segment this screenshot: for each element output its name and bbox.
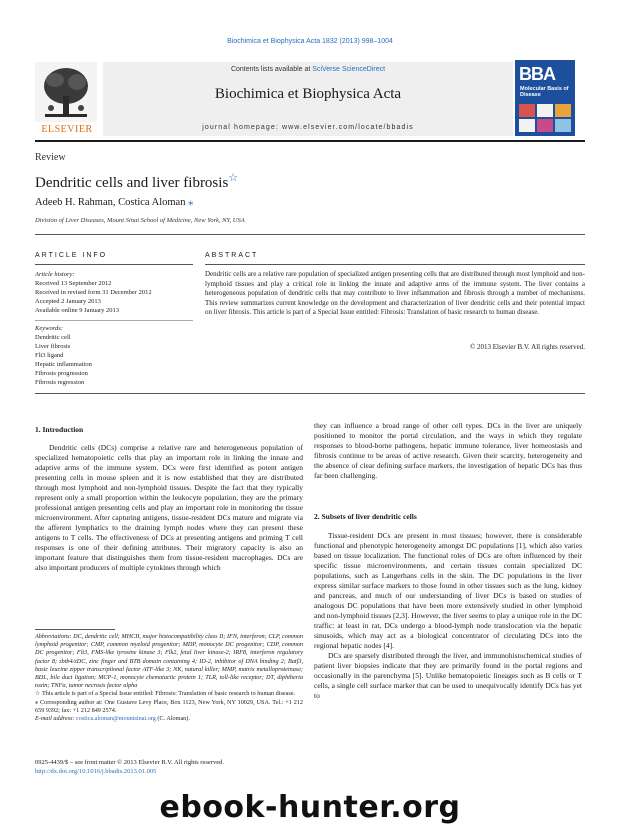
keyword: Flt3 ligand: [35, 352, 64, 359]
cover-bba-letters: BBA: [519, 64, 555, 84]
watermark: ebook-hunter.org: [159, 790, 461, 825]
introduction-continued: [314, 421, 582, 481]
keyword: Dendritic cell: [35, 334, 71, 341]
article-title-text: Dendritic cells and liver fibrosis: [35, 175, 229, 191]
elsevier-wordmark: ELSEVIER: [41, 124, 93, 135]
section-heading-subsets: 2. Subsets of liver dendritic cells: [314, 512, 417, 521]
footnote-divider: [35, 629, 115, 630]
keywords-heading: Keywords:: [35, 325, 63, 332]
history-item: Received in revised form 31 December 2012: [35, 289, 152, 296]
corresponding-author-mark[interactable]: ⁎: [188, 197, 194, 208]
email-line: [35, 715, 303, 723]
divider: [35, 393, 585, 394]
article-title: [35, 171, 238, 192]
corresponding-author-note: ⁎ Corresponding author at: One Gustave Levy Place, Box 1123, New York, NY 10029, USA. Tel.: +1 212 659 9392; fax: +1 212 849 2574.: [35, 698, 303, 714]
paragraph: DCs are sparsely distributed through the liver, and immunohistochemical studies of patient liver biopsies indicate that they are primarily found in the portal regions and occasionally in the parenchyma [5]. Unlike hematopoietic lineages such as B cells or T cells, a single cell surface marker that can be used to unequivocally identify DCs has yet to: [314, 651, 582, 700]
subsets-text: [314, 531, 582, 701]
introduction-text: [35, 443, 303, 573]
article-history: [35, 270, 195, 315]
abstract-text: Dendritic cells are a relative rare population of specialized antigen presenting cells that are distributed through most lymphoid and non-lymphoid tissues and play a critical role in linking the innate and adaptive arms of the immune system. The liver contains a heterogeneous population of dendritic cells that may contribute to liver inflammation and fibrosis through a number of mechanisms. This review summarizes current knowledge on the development and characterization of liver dendritic cells and their potential impact on liver fibrosis. This article is part of a Special Issue entitled: Fibrosis: Translation of basic research to human disease.: [205, 270, 585, 317]
divider: [205, 264, 585, 265]
paragraph: Dendritic cells (DCs) comprise a relative rare and heterogeneous population of specialized hematopoietic cells that play an important role in linking the innate and adaptive arms of the immune system. DCs were first identified as potent antigen presenting cells in mouse spleen and it is now established that they are distributed through most lymphoid and non-lymphoid tissues. Despite the fact that they typically represent only a small proportion within the leukocyte population, they are the primary professional antigen presenting cells and play an important role in monitoring the tissue microenvironment. After capturing antigens, tissue-resident DCs mature and migrate via the afferent lymphatics to the draining lymph nodes where they can present these antigens to T cells. The effectiveness of DCs at presenting antigens and priming T cell responses is one of their defining attributes. Their migratory capacity is also an important feature that distinguishes them from tissue-resident macrophages. DCs are also important producers of multiple cytokines through which: [35, 443, 303, 572]
doi-link[interactable]: http://dx.doi.org/10.1016/j.bbadis.2013.01.005: [35, 768, 157, 775]
cover-subtitle: Molecular Basis of Disease: [520, 86, 569, 98]
authors: [35, 196, 193, 208]
history-item: Available online 9 January 2013: [35, 307, 119, 314]
footnotes: [35, 633, 303, 723]
title-footnote-star[interactable]: ☆: [228, 172, 239, 184]
divider: [35, 234, 585, 235]
sciencedirect-link[interactable]: SciVerse ScienceDirect: [312, 66, 386, 73]
affiliation: Division of Liver Diseases, Mount Sinai School of Medicine, New York, NY, USA: [35, 217, 245, 224]
issn-line: 0925-4439/$ – see front matter © 2013 Elsevier B.V. All rights reserved.: [35, 759, 224, 766]
keyword: Fibrosis progression: [35, 370, 88, 377]
paragraph: Tissue-resident DCs are present in most tissues; however, there is considerable functional and phenotypic heterogeneity amongst DC populations [1], which also varies based on tissue localization. The functional roles of DCs are often influenced by their specific tissue microenvironments, and certain tissues contain specialized DC populations, such as Langerhans cells in the skin. The DC populations in the liver express similar surface markers to those found in other tissues such as the lung, kidney and pancreas, and much of our understanding of liver DCs is based on studies of analogous DC populations that have been more extensively studied in other lymphoid and non-lymphoid tissues [2,3]. However, the liver seems to play a unique role in the DC traffic: at least in rat, DCs undergo a blood-lymph node translocation via the hepatic sinusoids, which may act as a biological concentrator of circulating DCs into the regional hepatic nodes [4].: [314, 531, 582, 650]
divider: [35, 320, 193, 321]
article-type: Review: [35, 152, 66, 163]
journal-name: Biochimica et Biophysica Acta: [214, 86, 402, 102]
keyword: Liver fibrosis: [35, 343, 71, 350]
paragraph: they can influence a broad range of other cell types. DCs in the liver are uniquely positioned to monitor the portal circulation, and the ways in which they regulate responses to blood-borne pathogens, hepatic immune tolerance, liver homeostasis and fibrosis continue to be areas of active research. Given their scarcity, heterogeneity and the absence of clear defining surface markers, the investigation of hepatic DCs has thus far been challenging.: [314, 421, 582, 480]
cover-image-grid: [519, 104, 571, 132]
article-info-label: ARTICLE INFO: [35, 252, 108, 259]
author-email-link[interactable]: costica.aloman@mountsinai.org: [76, 715, 156, 723]
divider: [35, 264, 193, 265]
section-heading-introduction: 1. Introduction: [35, 425, 84, 434]
email-suffix: (C. Aloman).: [155, 715, 190, 723]
abstract-label: ABSTRACT: [205, 252, 259, 259]
email-label: E-mail address:: [35, 715, 77, 723]
history-heading: Article history:: [35, 271, 75, 278]
page-footer: [35, 758, 303, 776]
contents-line: [103, 66, 513, 73]
special-issue-note: ☆ This article is part of a Special Issue entitled: Fibrosis: Translation of basic research to human disease.: [35, 690, 296, 698]
abbreviations: Abbreviations: DC, dendritic cell; MHCII, major histocompatibility class II; IFN, interferon; CLP, common lymphoid progenitor; CMP, common myeloid progenitor; MDP, monocyte DC progenitor; CDP, common DC progenitor; Flt3, FMS-like tyrosine kinase 3; Flk2, fetal liver kinase-2; IRF8, interferon regulatory factor 8; zbtb4/zDC, zinc finger and BTB domain containing 4; ID-2, inhibitor of DNA binding 2; Batf3, basic leucine zipper transcriptional factor ATF-like 3; NK, natural killer; MMP, matrix metalloproteinase; BDL, bile duct ligation; MCP-1, monocyte chemotactic protein 1; TLR, toll-like receptor; DT, diphtheria toxin; TNFα, tumor necrosis factor alpha: [35, 633, 303, 690]
abstract-copyright: © 2013 Elsevier B.V. All rights reserved.: [469, 343, 585, 351]
journal-homepage[interactable]: journal homepage: www.elsevier.com/locate/bbadis: [202, 124, 414, 131]
keyword: Fibrosis regression: [35, 379, 85, 386]
author-names: Adeeb H. Rahman, Costica Aloman: [35, 197, 186, 208]
keyword: Hepatic inflammation: [35, 361, 92, 368]
journal-citation[interactable]: Biochimica et Biophysica Acta 1832 (2013) 998–1004: [227, 38, 393, 45]
contents-prefix: Contents lists available at: [230, 66, 313, 73]
keywords: [35, 324, 195, 387]
history-item: Received 13 September 2012: [35, 280, 112, 287]
history-item: Accepted 2 January 2013: [35, 298, 101, 305]
